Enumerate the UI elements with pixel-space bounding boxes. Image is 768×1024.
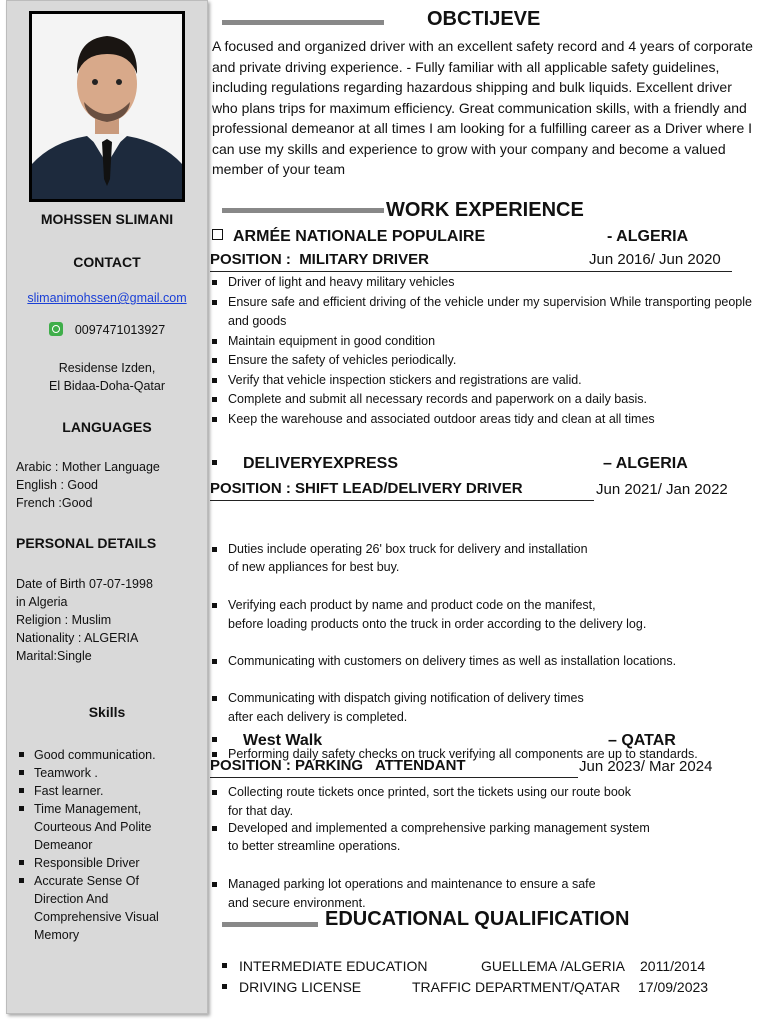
position-title: SHIFT LEAD/DELIVERY DRIVER [295,480,523,497]
position-title: PARKING ATTENDANT [295,757,466,774]
duty-item: Keep the warehouse and associated outdoor areas tidy and clean at all times [212,410,752,430]
language-item: Arabic : Mother Language [16,460,160,474]
skills-list [16,746,176,944]
heading-bar [222,20,384,25]
personal-item: Religion : Muslim [16,613,112,627]
position-label: POSITION : [210,757,291,774]
heading-bar [222,208,384,213]
personal-item: Nationality : ALGERIA [16,631,139,645]
duty-item: Communicating with customers on delivery times as well as installation locations. [212,652,764,671]
languages-list [16,458,204,512]
skill-item: Accurate Sense Of Direction And Comprehensive Visual Memory [16,872,176,944]
skill-item: Teamwork . [16,764,176,782]
sidebar [6,0,208,1014]
job-country: – QATAR [608,732,676,749]
education-item [222,977,361,998]
job-dates: Jun 2021/ Jan 2022 [596,481,728,498]
work-experience-heading: WORK EXPERIENCE [386,199,584,221]
education-heading: EDUCATIONAL QUALIFICATION [325,908,630,930]
duty-item: Managed parking lot operations and maintenance to ensure a safe and secure environment. [212,875,764,912]
contact-heading: CONTACT [73,254,141,270]
address-line-2: El Bidaa-Doha-Qatar [48,379,166,393]
duty-item: Complete and submit all necessary records and paperwork on a daily basis. [212,390,752,410]
duty-item: Duties include operating 26' box truck for delivery and installation of new appliances for best buy. [212,540,764,577]
position-label: POSITION : [210,480,291,497]
personal-item: in Algeria [16,595,68,609]
duty-item: Communicating with dispatch giving notification of delivery times after each delivery is completed. [212,689,764,726]
profile-photo [29,11,185,202]
education-item [222,956,428,977]
personal-details-heading: PERSONAL DETAILS [16,535,157,551]
whatsapp-icon [49,322,63,336]
bullet-icon [222,984,227,989]
education-place: TRAFFIC DEPARTMENT/QATAR [412,979,621,995]
education-title: INTERMEDIATE EDUCATION [239,958,428,974]
heading-bar [222,922,318,927]
education-place: GUELLEMA /ALGERIA [481,958,625,974]
duty-item: Developed and implemented a comprehensive parking management system to better streamline operations. [212,819,764,856]
skills-heading: Skills [88,704,126,720]
personal-item: Date of Birth 07-07-1998 [16,577,153,591]
duty-item: Performing daily safety checks on truck verifying all components are up to standards. [212,745,764,764]
language-item: French :Good [16,496,93,510]
job-employer: ARMÉE NATIONALE POPULAIRE [212,228,485,246]
language-item: English : Good [16,478,98,492]
bullet-icon [212,737,217,742]
job-duties [212,273,752,429]
job-position-line [210,251,732,272]
personal-item: Marital:Single [16,649,92,663]
position-label: POSITION : [210,251,291,268]
education-title: DRIVING LICENSE [239,979,362,995]
email-link[interactable]: slimanimohssen@gmail.com [27,291,187,305]
duty-item: Ensure the safety of vehicles periodically. [212,351,752,371]
duty-item: Driver of light and heavy military vehicles [212,273,752,293]
skill-item: Good communication. [16,746,176,764]
job-employer: DELIVERYEXPRESS [212,455,398,473]
personal-details-list [16,575,204,665]
job-position-line [210,757,578,778]
checkbox-icon [212,229,223,240]
objective-heading: OBCTIJEVE [427,8,541,30]
skill-item: Fast learner. [16,782,176,800]
job-employer: West Walk [212,732,322,750]
address-line-1: Residense Izden, [58,361,156,375]
job-position-line [210,480,594,501]
duty-item: Maintain equipment in good condition [212,332,752,352]
job-country: - ALGERIA [607,228,689,245]
education-date: 17/09/2023 [638,979,709,995]
objective-text: A focused and organized driver with an excellent safety record and 4 years of corporate and private driving experience. - Fully familiar with all applicable safety guidelines, including regulations regarding hazardous shipping and bulk liquids. Excellent driver who plans trips for maximum efficiency. Great communication skills, with a friendly and professional demeanor at all times I am looking for a fulfilling career as a Driver where I can use my skills and experience to grow with your company and become a valued member of your team [212,38,753,177]
job-dates: Jun 2023/ Mar 2024 [579,758,713,775]
duty-item: Ensure safe and efficient driving of the vehicle under my supervision While transporting people and goods [212,293,752,332]
duty-item: Verify that vehicle inspection stickers and registrations are valid. [212,371,752,391]
education-date: 2011/2014 [640,958,706,974]
phone-number: 0097471013927 [74,323,166,337]
person-name: MOHSSEN SLIMANI [40,211,174,227]
job-country: – ALGERIA [603,455,688,472]
duty-item: Collecting route tickets once printed, sort the tickets using our route book for that day. [212,783,764,820]
job-dates: Jun 2016/ Jun 2020 [589,251,721,268]
bullet-icon [222,963,227,968]
duty-item: Verifying each product by name and product code on the manifest, before loading products onto the truck in order according to the delivery log. [212,596,764,633]
job-duties [212,521,764,839]
skill-item: Time Management, Courteous And Polite Demeanor [16,800,176,854]
skill-item: Responsible Driver [16,854,176,872]
bullet-icon [212,460,217,465]
position-title: MILITARY DRIVER [299,251,429,268]
languages-heading: LANGUAGES [62,419,152,435]
